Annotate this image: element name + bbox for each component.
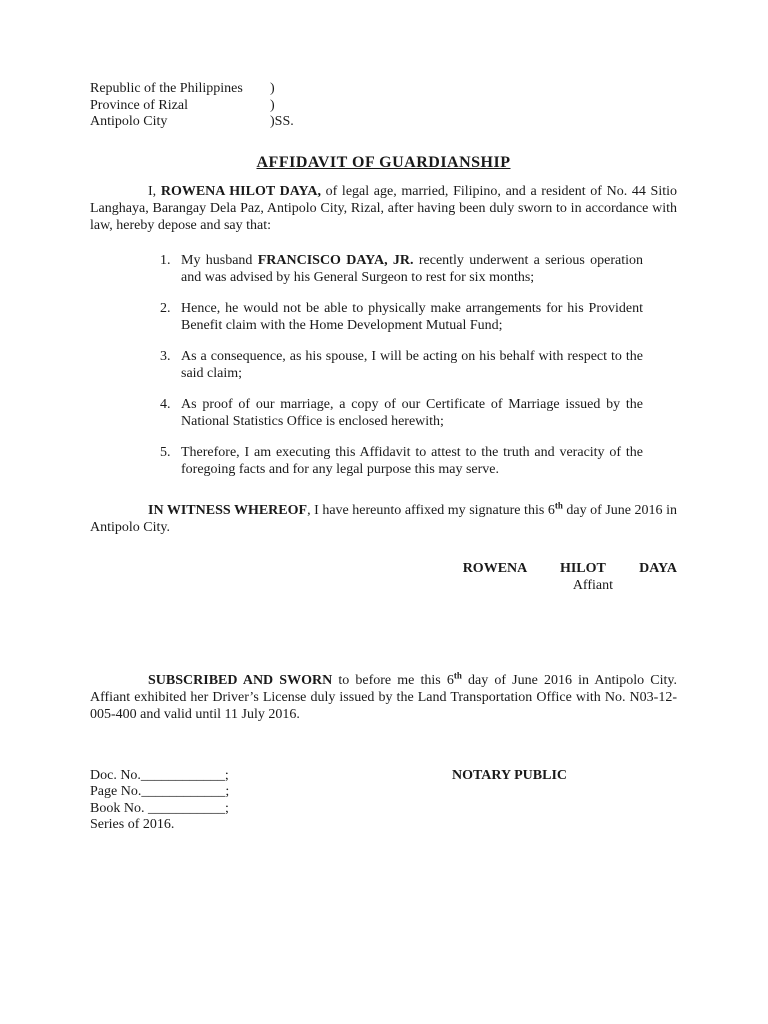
affiant-name: ROWENA HILOT DAYA,	[160, 183, 321, 199]
witness-text-cont: day of June 2016 in Antipolo City.	[90, 502, 677, 535]
signatory-role: Affiant	[572, 577, 613, 593]
jurat-ordinal: th	[453, 669, 462, 680]
jurat-text-cont: day of June 2016 in Antipolo City. Affiant exhibited her Driver’s License duly issued by the Land Transportation Office with No. N03-12-005-400 and valid until 11 July 2016.	[90, 672, 677, 722]
jurat-heading: SUBSCRIBED AND SWORN	[148, 672, 333, 688]
affidavit-document	[90, 80, 677, 833]
list-item	[160, 300, 643, 334]
intro-prefix: I,	[148, 183, 161, 199]
list-item	[160, 444, 643, 478]
witness-ordinal: th	[554, 499, 563, 510]
jurat-paragraph	[90, 669, 677, 723]
statement-list	[90, 252, 677, 478]
series-year: Series of 2016.	[90, 817, 175, 832]
item-text: Hence, he would not be able to physically make arrangements for his Provident Benefit claim with the Home Development Mutual Fund;	[181, 300, 643, 333]
book-number: Book No. ___________;	[90, 800, 229, 816]
item-number: 1.	[160, 252, 171, 268]
item-text: Therefore, I am executing this Affidavit to attest to the truth and veracity of the foregoing facts and for any legal purpose this may serve.	[181, 444, 643, 477]
item-text: As a consequence, as his spouse, I will be acting on his behalf with respect to the said claim;	[181, 348, 643, 381]
item-number: 5.	[160, 444, 171, 460]
item-text-cont: recently underwent a serious operation and was advised by his General Surgeon to rest for six months;	[181, 252, 643, 285]
jurat-text: to before me this 6	[332, 672, 454, 688]
signatory-name: ROWENA HILOT DAYA	[462, 560, 677, 576]
item-text: As proof of our marriage, a copy of our Certificate of Marriage issued by the National Statistics Office is enclosed herewith;	[181, 396, 643, 429]
item-number: 3.	[160, 348, 171, 364]
item-text: My husband	[181, 252, 258, 268]
witness-text: , I have hereunto affixed my signature this 6	[307, 502, 555, 518]
witness-heading: IN WITNESS WHEREOF	[148, 502, 308, 518]
venue-block	[90, 80, 677, 130]
signature-block	[90, 560, 677, 594]
venue-paren-2: )	[270, 97, 275, 113]
list-item	[160, 348, 643, 382]
item-number: 2.	[160, 300, 171, 316]
witness-paragraph	[90, 499, 677, 536]
venue-province: Province of Rizal	[90, 97, 188, 113]
list-item	[160, 396, 643, 430]
notarial-footer	[90, 767, 677, 833]
notary-public-label: NOTARY PUBLIC	[452, 767, 568, 783]
list-item	[160, 252, 643, 286]
intro-text: of legal age, married, Filipino, and a resident of No. 44 Sitio Langhaya, Barangay Dela Paz, Antipolo City, Rizal, after having been duly sworn to in accordance with law, hereby depose and say that:	[90, 183, 677, 233]
venue-ss: )SS.	[270, 114, 294, 129]
husband-name: FRANCISCO DAYA, JR.	[257, 252, 414, 268]
document-title: AFFIDAVIT OF GUARDIANSHIP	[256, 153, 511, 171]
item-number: 4.	[160, 396, 171, 412]
notarial-register	[90, 767, 677, 833]
venue-city: Antipolo City	[90, 114, 168, 129]
doc-number: Doc. No.____________;	[90, 767, 229, 783]
venue-country: Republic of the Philippines	[90, 81, 243, 96]
intro-paragraph	[90, 183, 677, 234]
page-number: Page No.____________;	[90, 784, 230, 799]
venue-paren-1: )	[270, 81, 275, 96]
